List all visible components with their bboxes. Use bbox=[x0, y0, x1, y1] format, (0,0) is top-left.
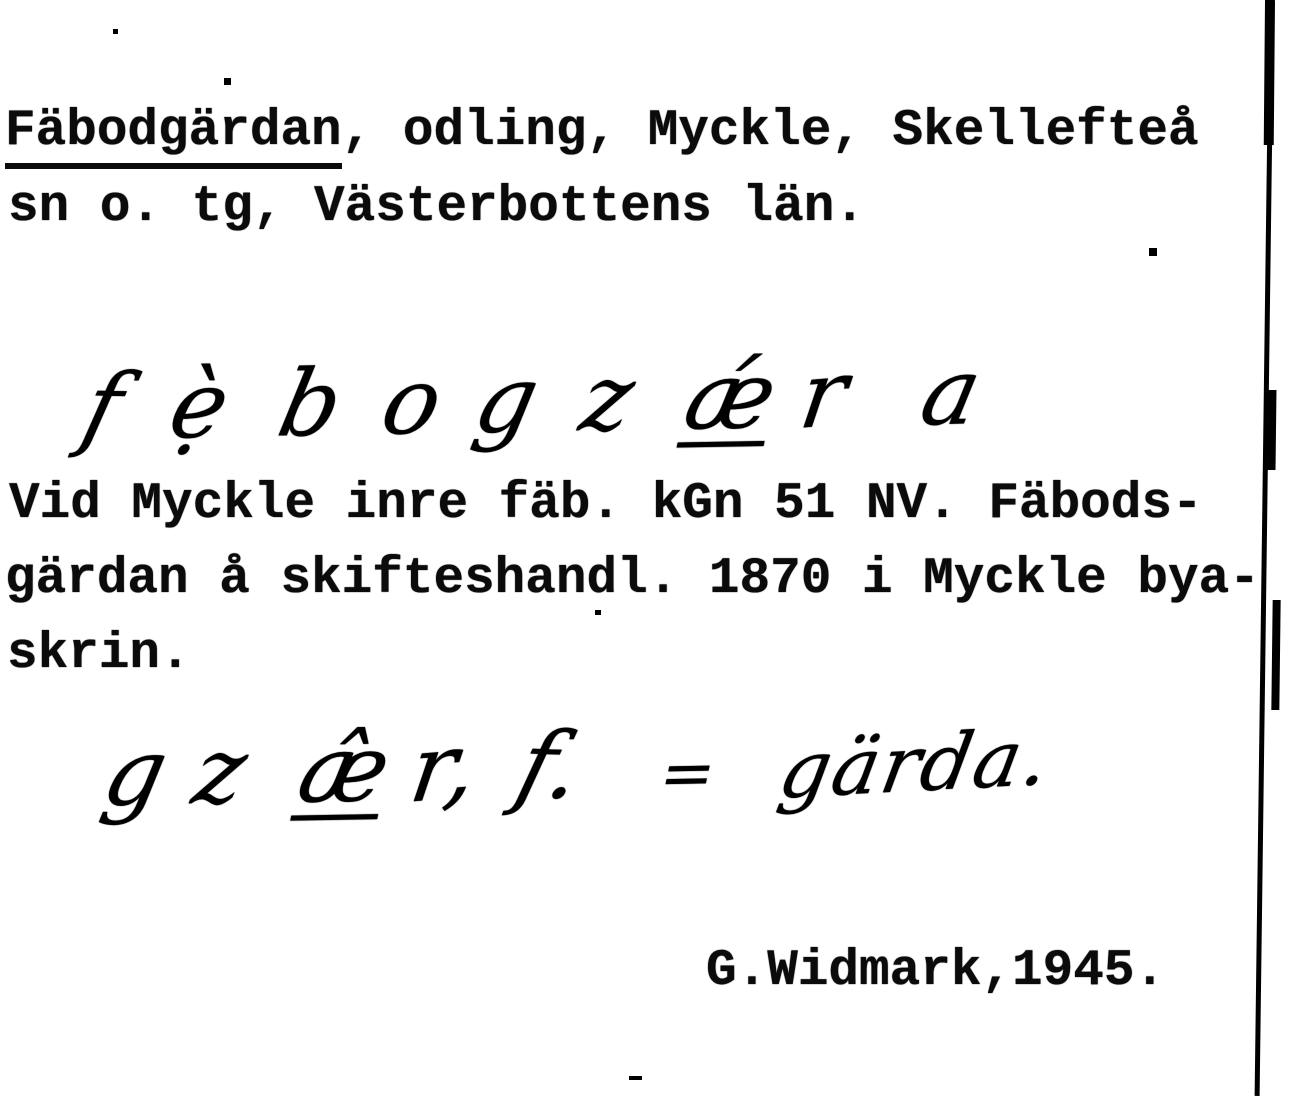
phonetic-char: g bbox=[465, 346, 548, 455]
header-line-1 bbox=[5, 103, 1199, 160]
phonetic-char: ǽ bbox=[676, 342, 786, 451]
signature: G.Widmark,1945. bbox=[706, 943, 1166, 1000]
card-edge-line-top bbox=[1264, 0, 1275, 145]
ink-speck bbox=[595, 610, 601, 615]
phonetic-char: r, bbox=[403, 711, 484, 824]
header-rest: , odling, Myckle, Skellefteå bbox=[341, 103, 1199, 160]
handwritten-word-gaerda: gärda. bbox=[772, 712, 1058, 817]
card-edge-line bbox=[1255, 0, 1274, 1096]
phonetic-transcription-2 bbox=[94, 711, 1060, 827]
place-name: Fäbodgärdan bbox=[5, 103, 342, 169]
equals-sign: = bbox=[652, 736, 723, 812]
card-edge-bump bbox=[1271, 600, 1280, 710]
phonetic-transcription-1 bbox=[72, 338, 991, 461]
body-line-2: gärdan å skifteshandl. 1870 i Myckle bya- bbox=[5, 551, 1260, 608]
phonetic-char: ẹ̀ bbox=[160, 351, 239, 460]
card-edge-bump bbox=[1268, 390, 1277, 470]
phonetic-char: f. bbox=[506, 711, 595, 821]
header-line-2: sn o. tg, Västerbottens län. bbox=[8, 179, 865, 236]
body-line-1: Vid Myckle inre fäb. kGn 51 NV. Fäbods- bbox=[9, 476, 1203, 533]
ink-speck bbox=[629, 1076, 642, 1080]
ink-speck bbox=[224, 78, 231, 85]
ink-speck bbox=[1149, 248, 1157, 256]
phonetic-char: æ̂ bbox=[289, 715, 400, 824]
phonetic-char: o bbox=[373, 347, 452, 456]
phonetic-char: z bbox=[184, 717, 257, 826]
phonetic-char: g bbox=[94, 718, 177, 827]
phonetic-char: a bbox=[912, 338, 991, 447]
ink-speck bbox=[113, 29, 118, 34]
phonetic-char: r bbox=[793, 339, 854, 450]
body-line-3: skrin. bbox=[7, 626, 191, 683]
phonetic-char: z bbox=[572, 344, 644, 453]
phonetic-char: f bbox=[72, 353, 134, 461]
phonetic-char: b bbox=[269, 349, 352, 458]
